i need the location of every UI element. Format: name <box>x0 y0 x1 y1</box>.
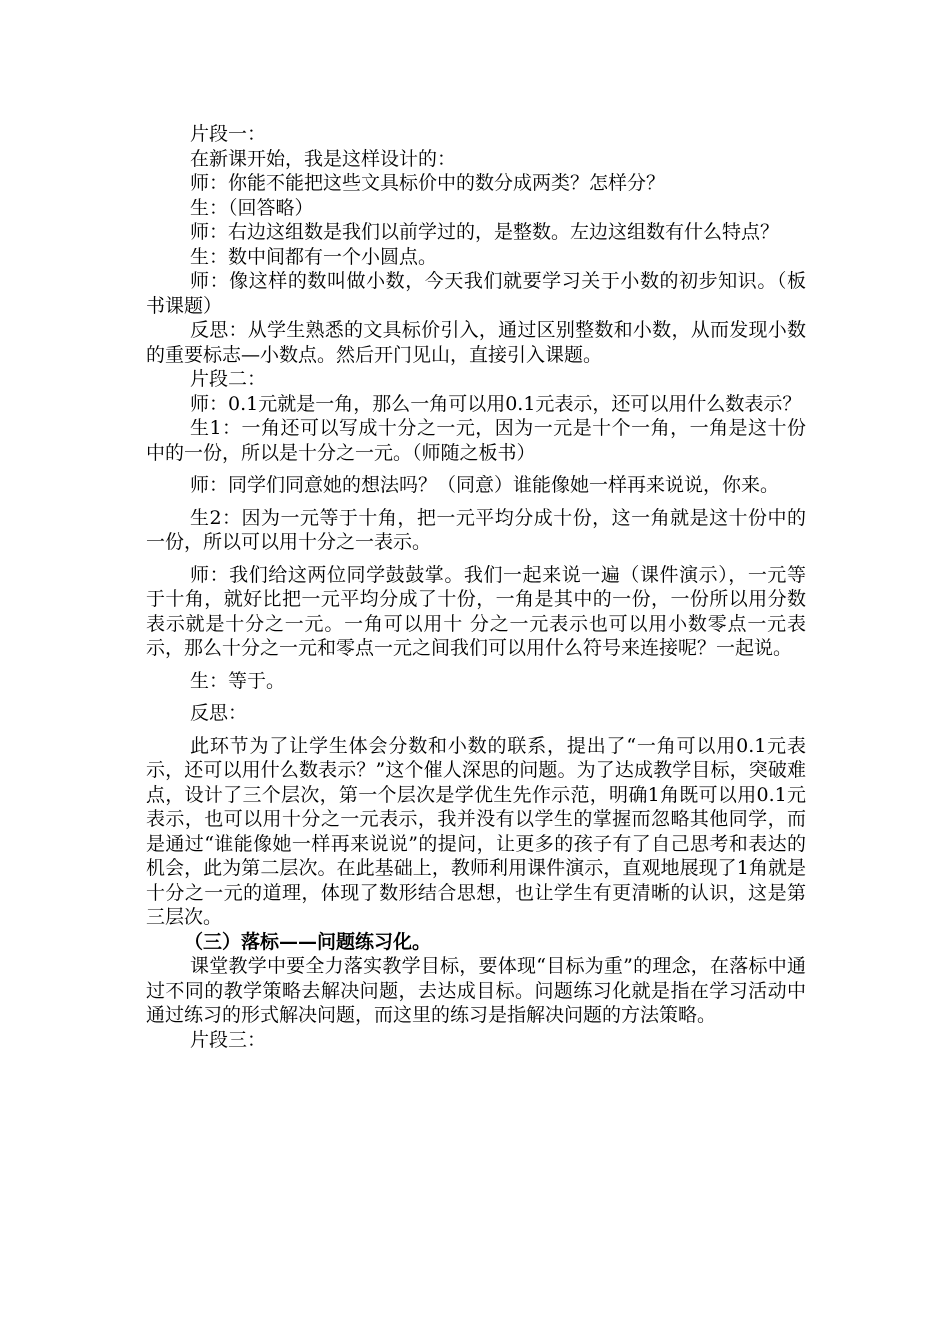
paragraph: 课堂教学中要全力落实教学目标，要体现“目标为重”的理念，在落标中通过不同的教学策略去解决问题，去达成目标。问题练习化就是指在学习活动中通过练习的形式解决问题，而这里的练习是指解决问题的方法策略。 <box>146 955 806 1026</box>
paragraph: 片段一： <box>190 123 267 145</box>
paragraph: 生：（回答略） <box>190 196 314 219</box>
paragraph: 师：像这样的数叫做小数，今天我们就要学习关于小数的初步知识。（板书课题） <box>146 270 806 317</box>
section-heading: （三）落标——问题练习化。 <box>184 930 432 953</box>
paragraph: 生：等于。 <box>190 669 286 692</box>
paragraph: 师：右边这组数是我们以前学过的，是整数。左边这组数有什么特点？ <box>190 221 780 243</box>
paragraph: 师：我们给这两位同学鼓鼓掌。我们一起来说一遍（课件演示），一元等于十角，就好比把一元平均分成了十份，一角是其中的一份，一份所以用分数表示就是十分之一元。一角可以用十 分之一元表示也可以用小数零点一元表示，那么十分之一元和零点一元之间我们可以用什么符号来连接呢？一起说。 <box>146 563 806 659</box>
paragraph: 片段二： <box>190 368 267 390</box>
paragraph: 师：你能不能把这些文具标价中的数分成两类？怎样分？ <box>190 172 666 194</box>
paragraph: 师：同学们同意她的想法吗？（同意）谁能像她一样再来说说，你来。 <box>190 474 780 496</box>
paragraph: 生2：因为一元等于十角，把一元平均分成十份，这一角就是这十份中的一份，所以可以用十分之一表示。 <box>146 506 806 553</box>
paragraph: 在新课开始，我是这样设计的： <box>190 147 457 170</box>
paragraph: 片段三： <box>190 1028 267 1051</box>
paragraph: 此环节为了让学生体会分数和小数的联系，提出了“一角可以用0.1元表示，还可以用什么数表示？”这个催人深思的问题。为了达成教学目标，突破难点，设计了三个层次，第一个层次是学优生先作示范，明确1角既可以用0.1元表示，也可以用十分之一元表示，我并没有以学生的掌握而忽略其他同学，而是通过“谁能像她一样再来说说”的提问，让更多的孩子有了自己思考和表达的机会，此为第二层次。在此基础上，教师利用课件演示，直观地展现了1角就是十分之一元的道理，体现了数形结合思想，也让学生有更清晰的认识，这是第三层次。 <box>146 734 806 928</box>
paragraph: 生：数中间都有一个小圆点。 <box>190 245 438 268</box>
paragraph: 反思：从学生熟悉的文具标价引入，通过区别整数和小数，从而发现小数的重要标志—小数点。然后开门见山，直接引入课题。 <box>146 319 806 366</box>
paragraph: 反思： <box>190 702 248 724</box>
paragraph: 师：0.1元就是一角，那么一角可以用0.1元表示，还可以用什么数表示？ <box>190 392 802 415</box>
document-page <box>146 122 806 1052</box>
paragraph: 生1：一角还可以写成十分之一元，因为一元是十个一角，一角是这十份中的一份，所以是十分之一元。（师随之板书） <box>146 417 806 464</box>
